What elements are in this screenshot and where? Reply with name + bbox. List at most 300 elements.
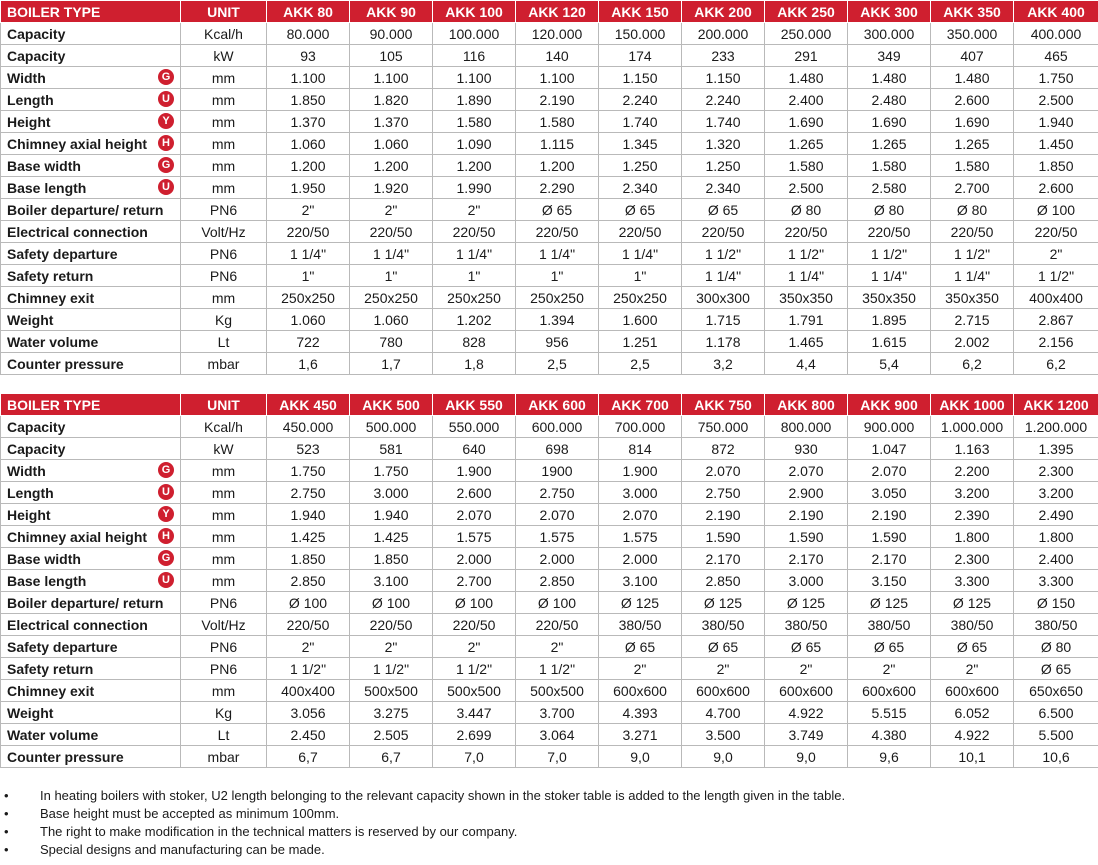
table-body — [1, 23, 1098, 375]
unit-cell: PN6 — [181, 658, 267, 680]
unit-cell: kW — [181, 45, 267, 67]
value-cell: 1.940 — [1014, 111, 1098, 133]
value-cell: 2.070 — [516, 504, 599, 526]
row-label-text: Water volume — [7, 726, 99, 743]
value-cell: 100.000 — [433, 23, 516, 45]
value-cell: 1" — [516, 265, 599, 287]
value-cell: 1.580 — [931, 155, 1014, 177]
value-cell: 220/50 — [350, 614, 433, 636]
value-cell: 5.515 — [848, 702, 931, 724]
value-cell: 1.100 — [267, 67, 350, 89]
value-cell: 3.300 — [1014, 570, 1098, 592]
unit-cell: mm — [181, 89, 267, 111]
value-cell: 2.170 — [765, 548, 848, 570]
dimension-marker-icon: Y — [158, 506, 174, 522]
value-cell: Ø 80 — [1014, 636, 1098, 658]
unit-cell: mm — [181, 177, 267, 199]
value-cell: 1.740 — [599, 111, 682, 133]
table-row — [1, 353, 1098, 375]
value-cell: 1 1/2" — [682, 243, 765, 265]
header-unit: UNIT — [181, 1, 267, 23]
value-cell: 2" — [682, 658, 765, 680]
value-cell: 1.425 — [350, 526, 433, 548]
value-cell: Ø 100 — [350, 592, 433, 614]
table-row — [1, 658, 1098, 680]
value-cell: 2.490 — [1014, 504, 1098, 526]
value-cell: 1 1/4" — [682, 265, 765, 287]
dimension-marker-icon: G — [158, 157, 174, 173]
footnote-item — [0, 823, 1098, 841]
dimension-marker-icon: U — [158, 179, 174, 195]
value-cell: 250x250 — [599, 287, 682, 309]
header-model: AKK 100 — [433, 1, 516, 23]
value-cell: 4.922 — [765, 702, 848, 724]
value-cell: 2" — [267, 199, 350, 221]
value-cell: 1.450 — [1014, 133, 1098, 155]
value-cell: 1 1/2" — [267, 658, 350, 680]
value-cell: 450.000 — [267, 416, 350, 438]
value-cell: Ø 150 — [1014, 592, 1098, 614]
value-cell: 1.900 — [599, 460, 682, 482]
value-cell: 220/50 — [267, 221, 350, 243]
value-cell: 2.600 — [433, 482, 516, 504]
value-cell: 2.300 — [931, 548, 1014, 570]
value-cell: 1 1/2" — [848, 243, 931, 265]
value-cell: 1.690 — [765, 111, 848, 133]
value-cell: 1 1/4" — [931, 265, 1014, 287]
value-cell: 350x350 — [765, 287, 848, 309]
row-label — [1, 438, 181, 460]
value-cell: 5,4 — [848, 353, 931, 375]
table-header-row — [1, 394, 1098, 416]
value-cell: 3.050 — [848, 482, 931, 504]
value-cell: 2.240 — [682, 89, 765, 111]
value-cell: 3.200 — [1014, 482, 1098, 504]
value-cell: 10,1 — [931, 746, 1014, 768]
value-cell: 1.115 — [516, 133, 599, 155]
bullet-icon: • — [4, 824, 9, 839]
value-cell: 6.052 — [931, 702, 1014, 724]
value-cell: 581 — [350, 438, 433, 460]
footnote-item — [0, 841, 1098, 859]
value-cell: 500x500 — [350, 680, 433, 702]
dimension-marker-icon: U — [158, 572, 174, 588]
value-cell: 1.265 — [848, 133, 931, 155]
table-row — [1, 199, 1098, 221]
unit-cell: Lt — [181, 331, 267, 353]
value-cell: Ø 65 — [848, 636, 931, 658]
table-row — [1, 243, 1098, 265]
bullet-icon: • — [4, 806, 9, 821]
value-cell: 1.820 — [350, 89, 433, 111]
dimension-marker-icon: G — [158, 550, 174, 566]
table-row — [1, 438, 1098, 460]
table-row — [1, 636, 1098, 658]
value-cell: Ø 125 — [682, 592, 765, 614]
unit-cell: kW — [181, 438, 267, 460]
value-cell: 2.190 — [848, 504, 931, 526]
row-label — [1, 221, 181, 243]
value-cell: 2" — [516, 636, 599, 658]
unit-cell: mm — [181, 680, 267, 702]
value-cell: 80.000 — [267, 23, 350, 45]
value-cell: 1 1/2" — [1014, 265, 1098, 287]
value-cell: 1.202 — [433, 309, 516, 331]
value-cell: 380/50 — [765, 614, 848, 636]
unit-cell: mm — [181, 482, 267, 504]
value-cell: 1.791 — [765, 309, 848, 331]
value-cell: 9,0 — [682, 746, 765, 768]
value-cell: 220/50 — [350, 221, 433, 243]
header-model: AKK 600 — [516, 394, 599, 416]
value-cell: Ø 80 — [765, 199, 848, 221]
value-cell: 1.750 — [267, 460, 350, 482]
row-label — [1, 636, 181, 658]
row-label-text: Chimney exit — [7, 289, 95, 306]
value-cell: 3,2 — [682, 353, 765, 375]
table-row — [1, 548, 1098, 570]
value-cell: 2.190 — [765, 504, 848, 526]
value-cell: 2.699 — [433, 724, 516, 746]
value-cell: 550.000 — [433, 416, 516, 438]
header-model: AKK 700 — [599, 394, 682, 416]
value-cell: 1.800 — [931, 526, 1014, 548]
value-cell: 1.590 — [848, 526, 931, 548]
table-row — [1, 89, 1098, 111]
table-row — [1, 416, 1098, 438]
bullet-icon: • — [4, 788, 9, 803]
value-cell: 1.251 — [599, 331, 682, 353]
value-cell: 250x250 — [267, 287, 350, 309]
value-cell: 1.395 — [1014, 438, 1098, 460]
value-cell: 3.275 — [350, 702, 433, 724]
value-cell: 2.170 — [682, 548, 765, 570]
value-cell: 1.590 — [765, 526, 848, 548]
spec-table-large-models — [0, 393, 1098, 768]
row-label-text: Electrical connection — [7, 616, 148, 633]
footnotes — [0, 787, 1098, 859]
value-cell: 1.950 — [267, 177, 350, 199]
value-cell: 523 — [267, 438, 350, 460]
footnote-text: Special designs and manufacturing can be made. — [40, 842, 325, 857]
row-label-text: Counter pressure — [7, 355, 124, 372]
header-model: AKK 350 — [931, 1, 1014, 23]
header-model: AKK 200 — [682, 1, 765, 23]
value-cell: 1.480 — [931, 67, 1014, 89]
value-cell: 5.500 — [1014, 724, 1098, 746]
value-cell: 1.100 — [516, 67, 599, 89]
row-label-text: Height — [7, 113, 51, 130]
value-cell: 600x600 — [599, 680, 682, 702]
value-cell: 220/50 — [433, 614, 516, 636]
value-cell: 6,2 — [931, 353, 1014, 375]
value-cell: 3.271 — [599, 724, 682, 746]
row-label-text: Weight — [7, 704, 54, 721]
value-cell: 1 1/2" — [931, 243, 1014, 265]
dimension-marker-icon: H — [158, 528, 174, 544]
value-cell: 1.178 — [682, 331, 765, 353]
row-label — [1, 702, 181, 724]
value-cell: Ø 100 — [433, 592, 516, 614]
value-cell: 3.000 — [350, 482, 433, 504]
value-cell: 3.100 — [599, 570, 682, 592]
row-label-text: Chimney exit — [7, 682, 95, 699]
unit-cell: mm — [181, 67, 267, 89]
value-cell: 4,4 — [765, 353, 848, 375]
value-cell: 220/50 — [267, 614, 350, 636]
table-row — [1, 309, 1098, 331]
table-row — [1, 702, 1098, 724]
value-cell: 250x250 — [516, 287, 599, 309]
value-cell: 1.850 — [350, 548, 433, 570]
row-label — [1, 89, 181, 111]
header-model: AKK 120 — [516, 1, 599, 23]
value-cell: 465 — [1014, 45, 1098, 67]
table-row — [1, 570, 1098, 592]
value-cell: 900.000 — [848, 416, 931, 438]
value-cell: 1.580 — [433, 111, 516, 133]
value-cell: 2.580 — [848, 177, 931, 199]
value-cell: 2.700 — [433, 570, 516, 592]
value-cell: 2.340 — [599, 177, 682, 199]
row-label — [1, 265, 181, 287]
value-cell: 1.750 — [1014, 67, 1098, 89]
unit-cell: PN6 — [181, 592, 267, 614]
table-row — [1, 746, 1098, 768]
value-cell: 1.940 — [267, 504, 350, 526]
unit-cell: Kcal/h — [181, 23, 267, 45]
header-unit: UNIT — [181, 394, 267, 416]
value-cell: 1.465 — [765, 331, 848, 353]
value-cell: 2.715 — [931, 309, 1014, 331]
dimension-marker-icon: U — [158, 91, 174, 107]
row-label-text: Base width — [7, 157, 81, 174]
value-cell: 1.690 — [931, 111, 1014, 133]
table-row — [1, 133, 1098, 155]
table-row — [1, 724, 1098, 746]
value-cell: Ø 125 — [848, 592, 931, 614]
row-label — [1, 353, 181, 375]
value-cell: 250.000 — [765, 23, 848, 45]
value-cell: 1.480 — [848, 67, 931, 89]
value-cell: 1.370 — [350, 111, 433, 133]
row-label — [1, 331, 181, 353]
value-cell: 4.700 — [682, 702, 765, 724]
value-cell: 220/50 — [433, 221, 516, 243]
row-label-text: Width — [7, 69, 46, 86]
value-cell: 220/50 — [931, 221, 1014, 243]
value-cell: 780 — [350, 331, 433, 353]
value-cell: 116 — [433, 45, 516, 67]
value-cell: 2.900 — [765, 482, 848, 504]
value-cell: 2.600 — [1014, 177, 1098, 199]
row-label-text: Length — [7, 484, 54, 501]
header-model: AKK 900 — [848, 394, 931, 416]
value-cell: 600x600 — [931, 680, 1014, 702]
table-row — [1, 265, 1098, 287]
value-cell: 9,0 — [599, 746, 682, 768]
value-cell: 6,2 — [1014, 353, 1098, 375]
value-cell: 10,6 — [1014, 746, 1098, 768]
value-cell: 220/50 — [848, 221, 931, 243]
unit-cell: Lt — [181, 724, 267, 746]
value-cell: 1.320 — [682, 133, 765, 155]
header-model: AKK 450 — [267, 394, 350, 416]
value-cell: 407 — [931, 45, 1014, 67]
row-label — [1, 23, 181, 45]
value-cell: 2.400 — [765, 89, 848, 111]
table-row — [1, 482, 1098, 504]
value-cell: 1.615 — [848, 331, 931, 353]
value-cell: 2.850 — [267, 570, 350, 592]
value-cell: Ø 65 — [516, 199, 599, 221]
value-cell: Ø 100 — [1014, 199, 1098, 221]
value-cell: 400x400 — [1014, 287, 1098, 309]
value-cell: 3.500 — [682, 724, 765, 746]
value-cell: 2.156 — [1014, 331, 1098, 353]
value-cell: 9,6 — [848, 746, 931, 768]
value-cell: 1.940 — [350, 504, 433, 526]
unit-cell: PN6 — [181, 199, 267, 221]
value-cell: 956 — [516, 331, 599, 353]
value-cell: 2.000 — [516, 548, 599, 570]
value-cell: 1.850 — [1014, 155, 1098, 177]
value-cell: 1.200 — [267, 155, 350, 177]
value-cell: 2" — [848, 658, 931, 680]
value-cell: 4.380 — [848, 724, 931, 746]
value-cell: 1.740 — [682, 111, 765, 133]
value-cell: Ø 80 — [931, 199, 1014, 221]
value-cell: Ø 65 — [931, 636, 1014, 658]
footnote-text: The right to make modification in the technical matters is reserved by our company. — [40, 824, 518, 839]
row-label — [1, 658, 181, 680]
row-label-text: Safety departure — [7, 638, 118, 655]
value-cell: 1" — [433, 265, 516, 287]
row-label-text: Boiler departure/ return — [7, 594, 164, 611]
table-row — [1, 287, 1098, 309]
table-row — [1, 680, 1098, 702]
unit-cell: mbar — [181, 746, 267, 768]
value-cell: 1.200 — [350, 155, 433, 177]
unit-cell: PN6 — [181, 636, 267, 658]
value-cell: 500.000 — [350, 416, 433, 438]
value-cell: 220/50 — [1014, 221, 1098, 243]
value-cell: 6,7 — [350, 746, 433, 768]
value-cell: 1.580 — [848, 155, 931, 177]
header-model: AKK 1000 — [931, 394, 1014, 416]
value-cell: 2" — [599, 658, 682, 680]
value-cell: Ø 65 — [599, 199, 682, 221]
value-cell: 1 1/4" — [516, 243, 599, 265]
unit-cell: mm — [181, 570, 267, 592]
value-cell: 6.500 — [1014, 702, 1098, 724]
value-cell: 2" — [1014, 243, 1098, 265]
value-cell: 1.575 — [599, 526, 682, 548]
header-model: AKK 250 — [765, 1, 848, 23]
value-cell: 2.240 — [599, 89, 682, 111]
unit-cell: mm — [181, 460, 267, 482]
value-cell: 1.590 — [682, 526, 765, 548]
unit-cell: Volt/Hz — [181, 221, 267, 243]
header-model: AKK 500 — [350, 394, 433, 416]
table-row — [1, 111, 1098, 133]
value-cell: 1,6 — [267, 353, 350, 375]
value-cell: 140 — [516, 45, 599, 67]
value-cell: 380/50 — [931, 614, 1014, 636]
value-cell: 872 — [682, 438, 765, 460]
value-cell: 1.480 — [765, 67, 848, 89]
value-cell: 2.070 — [765, 460, 848, 482]
row-label — [1, 287, 181, 309]
row-label — [1, 416, 181, 438]
value-cell: 400.000 — [1014, 23, 1098, 45]
value-cell: 90.000 — [350, 23, 433, 45]
header-boiler-type: BOILER TYPE — [1, 394, 181, 416]
value-cell: 1.265 — [931, 133, 1014, 155]
row-label — [1, 570, 181, 592]
row-label — [1, 526, 181, 548]
value-cell: 2" — [433, 636, 516, 658]
value-cell: 7,0 — [433, 746, 516, 768]
value-cell: 93 — [267, 45, 350, 67]
value-cell: 1" — [267, 265, 350, 287]
value-cell: 1.575 — [516, 526, 599, 548]
value-cell: 1.200 — [516, 155, 599, 177]
value-cell: 1.060 — [267, 309, 350, 331]
row-label-text: Capacity — [7, 440, 66, 457]
value-cell: 1.900 — [433, 460, 516, 482]
value-cell: 2.505 — [350, 724, 433, 746]
value-cell: 3.000 — [599, 482, 682, 504]
value-cell: Ø 65 — [599, 636, 682, 658]
footnote-text: In heating boilers with stoker, U2 length belonging to the relevant capacity shown in the stoker table is added to the length given in the table. — [40, 788, 846, 803]
footnote-item — [0, 787, 1098, 805]
row-label — [1, 724, 181, 746]
value-cell: 350x350 — [848, 287, 931, 309]
value-cell: Ø 65 — [682, 199, 765, 221]
value-cell: 600.000 — [516, 416, 599, 438]
value-cell: 600x600 — [765, 680, 848, 702]
value-cell: 2.700 — [931, 177, 1014, 199]
header-model: AKK 800 — [765, 394, 848, 416]
unit-cell: PN6 — [181, 265, 267, 287]
value-cell: 1 1/2" — [433, 658, 516, 680]
value-cell: 1 1/4" — [267, 243, 350, 265]
value-cell: 350x350 — [931, 287, 1014, 309]
row-label-text: Boiler departure/ return — [7, 201, 164, 218]
value-cell: 4.922 — [931, 724, 1014, 746]
value-cell: 500x500 — [433, 680, 516, 702]
value-cell: 1.265 — [765, 133, 848, 155]
value-cell: 105 — [350, 45, 433, 67]
value-cell: 1.100 — [433, 67, 516, 89]
value-cell: 2.750 — [682, 482, 765, 504]
table-row — [1, 23, 1098, 45]
row-label — [1, 482, 181, 504]
unit-cell: mm — [181, 133, 267, 155]
row-label-text: Water volume — [7, 333, 99, 350]
value-cell: 1.060 — [350, 133, 433, 155]
row-label — [1, 614, 181, 636]
value-cell: 3.056 — [267, 702, 350, 724]
unit-cell: Kg — [181, 702, 267, 724]
value-cell: 1 1/4" — [599, 243, 682, 265]
value-cell: 350.000 — [931, 23, 1014, 45]
row-label — [1, 548, 181, 570]
value-cell: 2.070 — [848, 460, 931, 482]
value-cell: 2.850 — [682, 570, 765, 592]
value-cell: 3.100 — [350, 570, 433, 592]
